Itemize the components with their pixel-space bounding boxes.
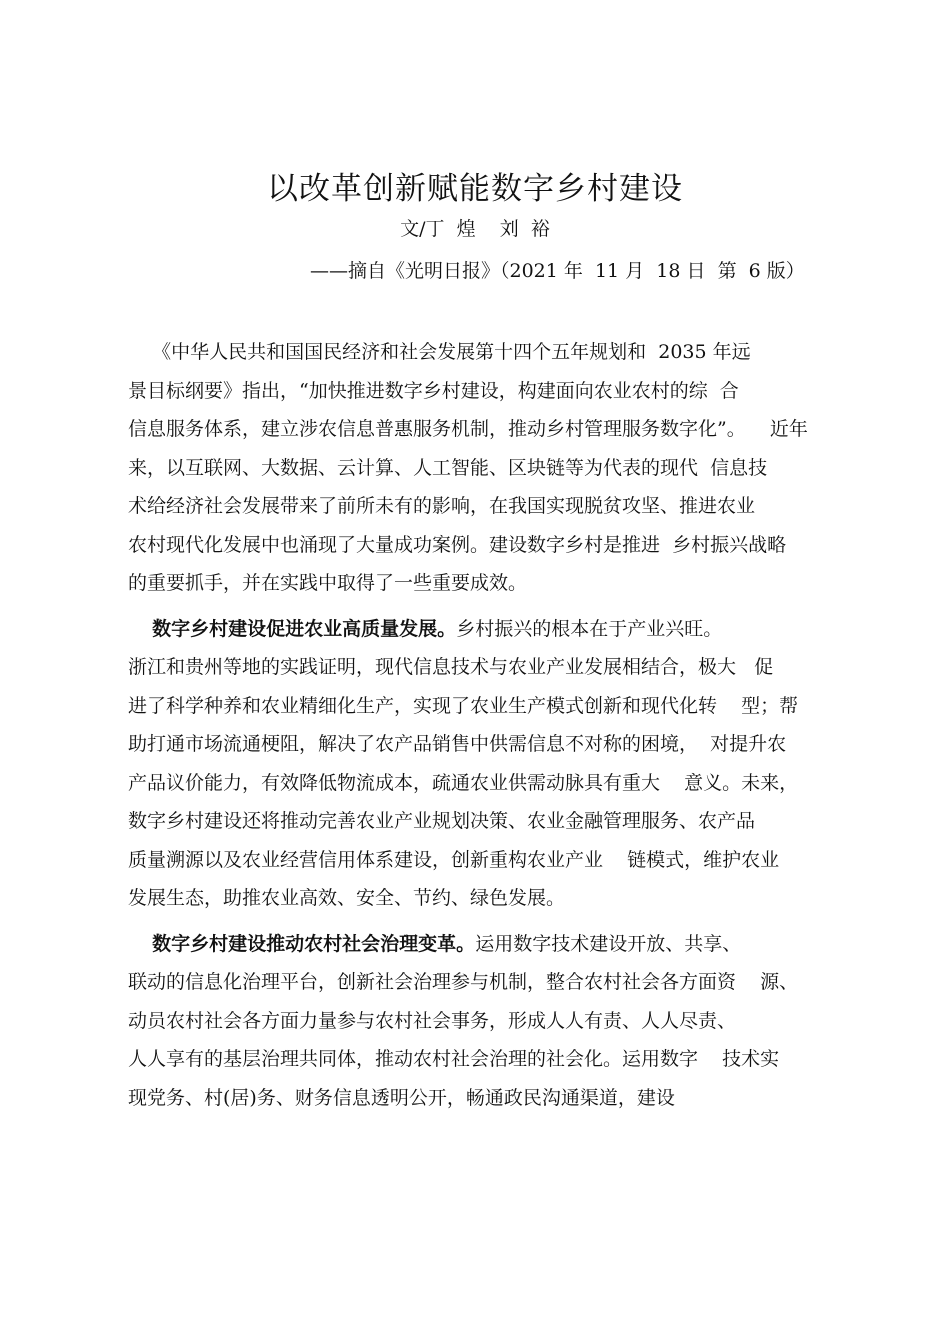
text-line: 进了科学种养和农业精细化生产，实现了农业生产模式创新和现代化转 型；帮 [128, 694, 799, 717]
paragraph-lead-heading: 数字乡村建设促进农业高质量发展。 [152, 617, 457, 640]
text-line: 来，以互联网、大数据、云计算、人工智能、区块链等为代表的现代 信息技 [128, 456, 768, 479]
text-line: 数字乡村建设还将推动完善农业产业规划决策、农业金融管理服务、农产品 [128, 810, 756, 832]
text-line: 发展生态，助推农业高效、安全、节约、绿色发展。 [128, 887, 566, 909]
paragraph-intro [128, 333, 856, 603]
text-line: 浙江和贵州等地的实践证明，现代信息技术与农业产业发展相结合，极大 促 [128, 656, 774, 678]
text-line: 动员农村社会各方面力量参与农村社会事务，形成人人有责、人人尽责、 [128, 1009, 737, 1032]
article-title: 以改革创新赋能数字乡村建设 [267, 171, 683, 207]
text-line: 联动的信息化治理平台，创新社会治理参与机制，整合农村社会各方面资 源、 [128, 971, 799, 993]
text-span: 乡村振兴的根本在于产业兴旺。 [456, 617, 723, 640]
paragraph-agriculture [128, 610, 856, 918]
article-author: 文/丁 煌 刘 裕 [400, 218, 550, 240]
text-line: 农村现代化发展中也涌现了大量成功案例。建设数字乡村是推进 乡村振兴战略 [128, 533, 787, 556]
text-line [128, 610, 856, 649]
article-body [128, 333, 856, 1117]
text-line: 现党务、村(居)务、财务信息透明公开，畅通政民沟通渠道，建设 [128, 1086, 675, 1109]
text-line: 的重要抓手，并在实践中取得了一些重要成效。 [128, 572, 528, 594]
text-line: 景目标纲要》指出，“加快推进数字乡村建设，构建面向农业农村的综 合 [128, 379, 739, 402]
text-span: 运用数字技术建设开放、共享、 [475, 932, 742, 955]
text-line: 人人享有的基层治理共同体，推动农村社会治理的社会化。运用数字 技术实 [128, 1048, 780, 1070]
paragraph-governance [128, 925, 856, 1118]
paragraph-lead-heading: 数字乡村建设推动农村社会治理变革。 [152, 932, 476, 955]
text-line: 术给经济社会发展带来了前所未有的影响，在我国实现脱贫攻坚、推进农业 [128, 495, 756, 517]
text-line: 《中华人民共和国国民经济和社会发展第十四个五年规划和 2035 年远 [128, 341, 751, 363]
text-line: 助打通市场流通梗阻，解决了农产品销售中供需信息不对称的困境， 对提升农 [128, 733, 787, 755]
article-source: ——摘自《光明日报》（2021 年 11 月 18 日 第 6 版） [310, 260, 805, 282]
text-line [128, 925, 856, 964]
text-line: 信息服务体系，建立涉农信息普惠服务机制，推动乡村管理服务数字化”。 近年 [128, 418, 808, 440]
text-line: 质量溯源以及农业经营信用体系建设，创新重构农业产业 链模式，维护农业 [128, 848, 780, 871]
text-line: 产品议价能力，有效降低物流成本，疏通农业供需动脉具有重大 意义。未来， [128, 771, 799, 794]
